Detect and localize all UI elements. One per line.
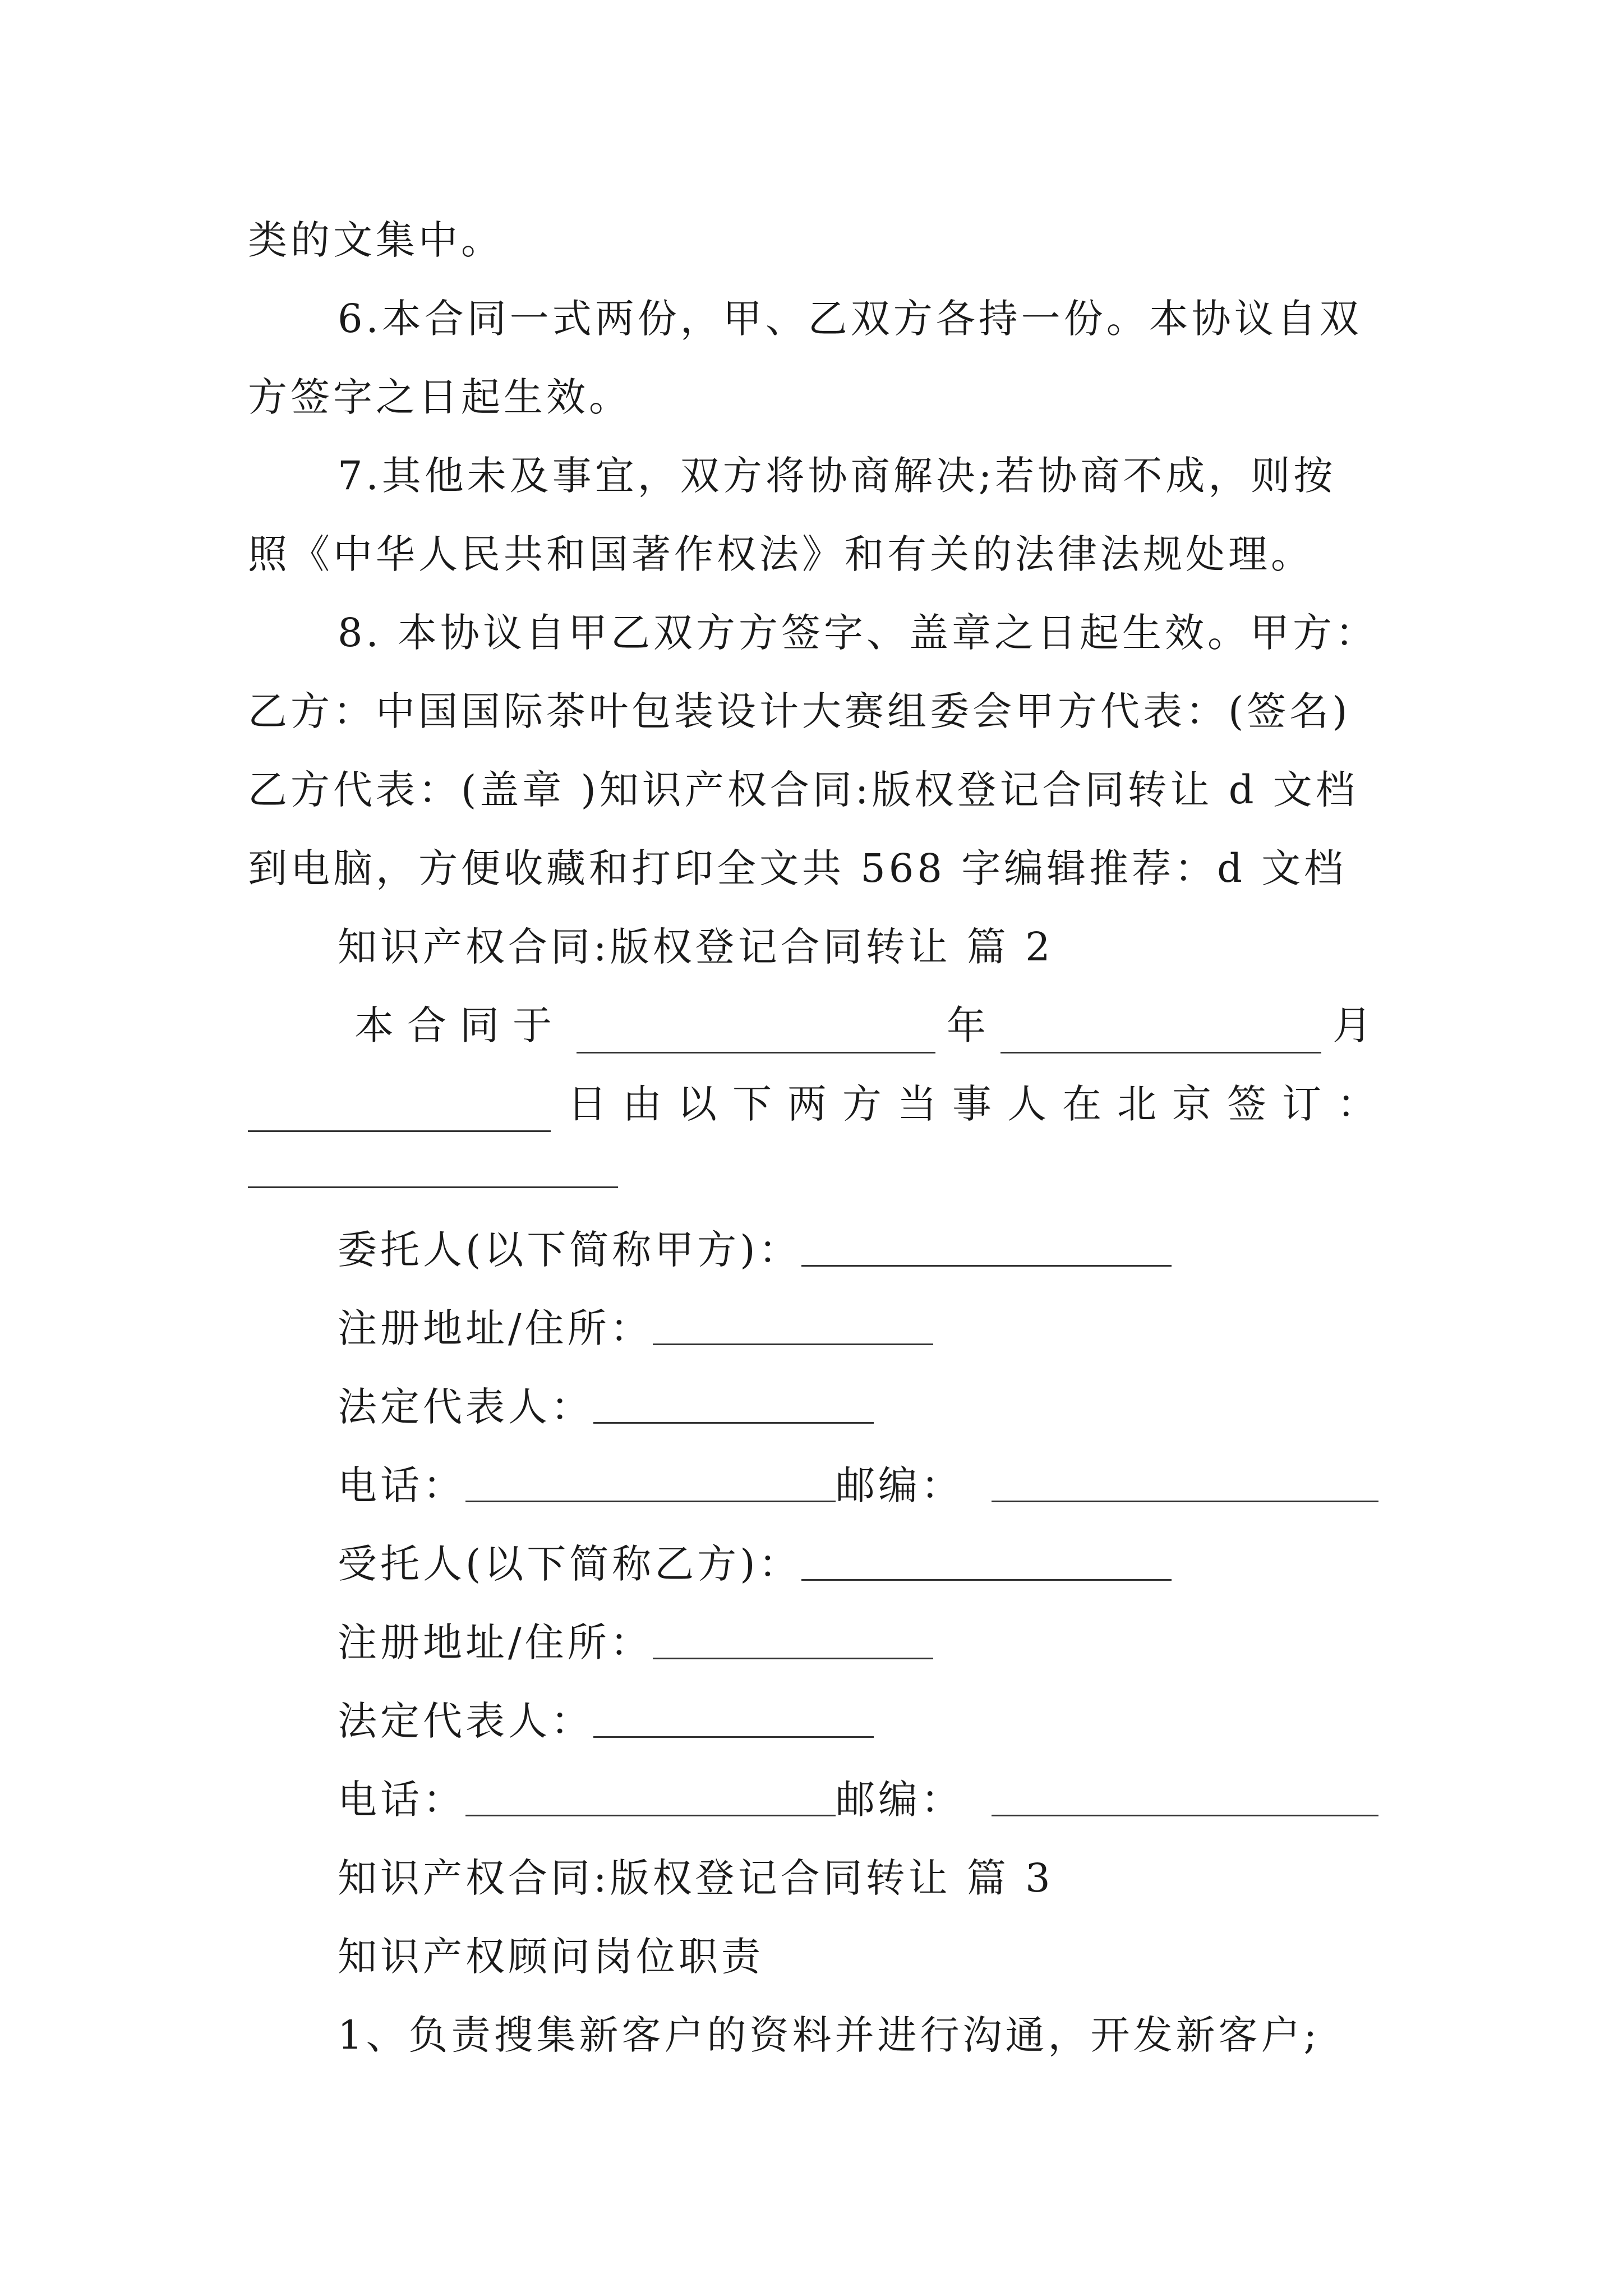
- signing-place-blank: [248, 1147, 618, 1188]
- paragraph-continuation: 类的文集中。: [248, 217, 504, 263]
- party-b-address-label: 注册地址/住所：: [338, 1619, 653, 1665]
- party-a-postcode-label: 邮编：: [836, 1462, 963, 1508]
- contract-date-month: 月: [1332, 1002, 1375, 1048]
- agent-blank: [801, 1540, 1172, 1581]
- section-3-title: 知识产权合同:版权登记合同转让 篇 3: [338, 1855, 1054, 1901]
- principal-row: [338, 1222, 1172, 1278]
- signing-place-blank-line: [248, 1143, 1392, 1199]
- party-a-legal-rep-row: [338, 1379, 874, 1435]
- contract-date-prefix: 本合同于: [354, 1002, 565, 1048]
- contract-date-line: [354, 997, 1375, 1053]
- party-a-legal-rep-blank: [593, 1383, 874, 1424]
- party-a-phone-label: 电话：: [338, 1462, 465, 1508]
- year-blank: [577, 1013, 935, 1053]
- agent-label: 受托人(以下简称乙方)：: [338, 1541, 801, 1587]
- duty-item-1: 1、负责搜集新客户的资料并进行沟通，开发新客户;: [338, 2012, 1321, 2058]
- principal-label: 委托人(以下简称甲方)：: [338, 1227, 801, 1273]
- party-b-legal-rep-row: [338, 1693, 874, 1749]
- clause-6-line-2: 方签字之日起生效。: [248, 374, 631, 420]
- party-b-address-row: [338, 1614, 933, 1671]
- party-b-phone-label: 电话：: [338, 1777, 465, 1823]
- party-b-address-blank: [653, 1618, 933, 1659]
- clause-7-line-2: 照《中华人民共和国著作权法》和有关的法律法规处理。: [248, 531, 1313, 577]
- section-2-title: 知识产权合同:版权登记合同转让 篇 2: [338, 924, 1054, 970]
- party-b-postcode-blank: [992, 1775, 1378, 1816]
- day-blank: [248, 1091, 551, 1132]
- party-b-postcode-label: 邮编：: [836, 1777, 963, 1823]
- clause-8-line-1: 8. 本协议自甲乙双方方签字、盖章之日起生效。甲方：: [338, 610, 1378, 656]
- agent-row: [338, 1536, 1172, 1592]
- clause-8-line-3: 乙方代表：(盖章 )知识产权合同:版权登记合同转让 d 文档: [248, 767, 1358, 813]
- month-blank: [1000, 1013, 1321, 1053]
- party-a-address-row: [338, 1300, 933, 1356]
- contract-date-year: 年: [946, 1002, 989, 1048]
- party-a-address-label: 注册地址/住所：: [338, 1305, 653, 1351]
- party-a-postcode-blank: [992, 1461, 1378, 1502]
- principal-blank: [801, 1226, 1172, 1267]
- party-b-contact-row: [338, 1772, 1378, 1828]
- party-a-legal-rep-label: 法定代表人：: [338, 1384, 593, 1430]
- clause-7-line-1: 7.其他未及事宜，双方将协商解决;若协商不成，则按: [338, 453, 1336, 499]
- party-a-phone-blank: [465, 1461, 836, 1502]
- clause-6-line-1: 6.本合同一式两份，甲、乙双方各持一份。本协议自双: [338, 296, 1362, 342]
- party-a-address-blank: [653, 1304, 933, 1345]
- party-b-phone-blank: [465, 1775, 836, 1816]
- clause-8-line-4: 到电脑，方便收藏和打印全文共 568 字编辑推荐：d 文档: [248, 845, 1347, 891]
- clause-8-line-2: 乙方：中国国际茶叶包装设计大赛组委会甲方代表：(签名): [248, 688, 1351, 734]
- party-b-legal-rep-blank: [593, 1697, 874, 1738]
- contract-date-line-2: [248, 1076, 1392, 1132]
- party-a-contact-row: [338, 1457, 1378, 1513]
- contract-date-suffix: 日由以下两方当事人在北京签订：: [568, 1081, 1392, 1127]
- duties-title: 知识产权顾问岗位职责: [338, 1934, 764, 1980]
- party-b-legal-rep-label: 法定代表人：: [338, 1698, 593, 1744]
